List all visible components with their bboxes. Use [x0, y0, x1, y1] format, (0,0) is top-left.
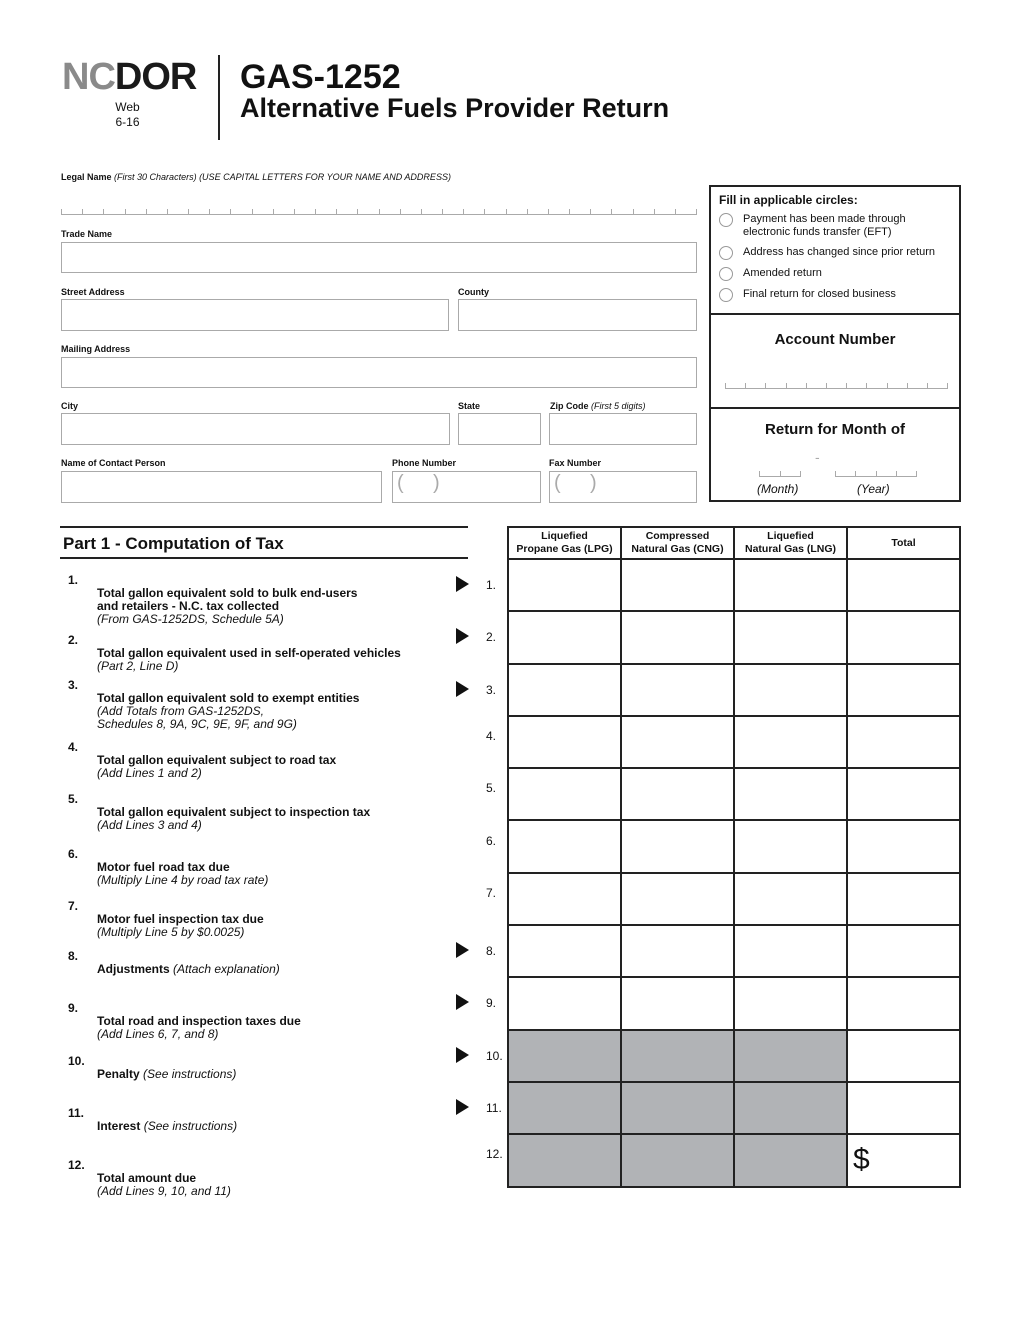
comb-tick [337, 209, 358, 214]
line-main: Total gallon equivalent sold to exempt entities [97, 690, 360, 705]
comb-tick [759, 471, 781, 476]
mailing-address-input[interactable] [61, 357, 697, 388]
return-month-label: Return for Month of [765, 421, 905, 438]
line-sub: (From GAS-1252DS, Schedule 5A) [97, 612, 284, 626]
comb-tick [380, 209, 401, 214]
line-main [97, 1068, 457, 1081]
mailing-address-label: Mailing Address [61, 344, 131, 354]
comb-tick [897, 471, 917, 476]
amount-cell[interactable] [508, 559, 621, 611]
row-number: 4. [486, 728, 497, 743]
fax-input[interactable]: ( ) [549, 471, 697, 503]
zip-input[interactable] [549, 413, 697, 445]
legal-name-input[interactable] [61, 207, 697, 215]
amount-cell[interactable] [734, 664, 847, 716]
line-text [97, 963, 457, 976]
line-text [97, 587, 457, 626]
city-input[interactable] [61, 413, 450, 445]
shaded-cell [508, 1134, 621, 1186]
comb-tick [295, 209, 316, 214]
amount-cell[interactable] [734, 559, 847, 611]
amount-cell[interactable] [847, 873, 960, 925]
shaded-cell [621, 1134, 734, 1186]
amount-cell[interactable] [508, 611, 621, 663]
comb-tick [168, 209, 189, 214]
line-label [68, 792, 371, 833]
line-main: Total road and inspection taxes due [97, 1014, 301, 1029]
row-number: 9. [486, 996, 497, 1011]
line-number: 6. [68, 846, 79, 861]
table-row [508, 611, 960, 663]
amount-cell[interactable] [508, 873, 621, 925]
state-input[interactable] [458, 413, 541, 445]
phone-label: Phone Number [392, 458, 457, 468]
row-number: 5. [486, 781, 497, 796]
trade-name-input[interactable] [61, 242, 697, 273]
amount-cell[interactable] [847, 925, 960, 977]
form-version: Web 6-16 [115, 100, 140, 129]
amount-cell[interactable] [508, 664, 621, 716]
line-sub: (Add Lines 3 and 4) [97, 818, 202, 833]
line-number: 5. [68, 792, 79, 807]
amount-cell[interactable] [847, 977, 960, 1029]
option-label: Final return for closed business [743, 288, 896, 300]
comb-tick [908, 383, 928, 388]
table-row [508, 1030, 960, 1082]
option-label: Address has changed since prior return [743, 246, 935, 258]
line-number: 10. [68, 1053, 85, 1068]
amount-cell[interactable] [847, 611, 960, 663]
arrow-right-icon [456, 994, 469, 1010]
comb-tick [210, 209, 231, 214]
amount-cell[interactable] [508, 820, 621, 872]
tax-table [507, 526, 961, 1188]
account-number-input[interactable] [725, 381, 948, 389]
fax-label: Fax Number [549, 458, 602, 468]
line-note: (See instructions) [143, 1066, 237, 1081]
line-number: 8. [68, 949, 79, 964]
amount-cell[interactable] [508, 925, 621, 977]
line-label [68, 1106, 238, 1133]
comb-tick [766, 383, 786, 388]
line-label [68, 633, 401, 674]
amount-cell[interactable] [847, 820, 960, 872]
shaded-cell [734, 1082, 847, 1134]
row-number: 7. [486, 885, 497, 900]
line-main: Total gallon equivalent subject to road tax [97, 752, 337, 767]
amount-cell[interactable] [621, 611, 734, 663]
comb-tick [316, 209, 337, 214]
table-row [508, 559, 960, 611]
line-main: Total gallon equivalent subject to inspection tax [97, 805, 371, 820]
shaded-cell [621, 1030, 734, 1082]
amount-cell[interactable] [734, 611, 847, 663]
comb-tick [83, 209, 104, 214]
amount-cell[interactable] [621, 820, 734, 872]
line-main: and retailers - N.C. tax collected [97, 599, 280, 613]
comb-tick [835, 471, 856, 476]
line-sub: (Part 2, Line D) [97, 659, 179, 674]
contact-input[interactable] [61, 471, 382, 503]
arrow-right-icon [456, 681, 469, 697]
line-main [97, 963, 457, 976]
line-label [68, 677, 360, 731]
shaded-cell [508, 1030, 621, 1082]
arrow-right-icon [456, 576, 469, 592]
comb-tick [877, 471, 897, 476]
year-label: (Year) [857, 482, 890, 496]
amount-cell[interactable] [621, 977, 734, 1029]
legal-name-label: Legal Name (First 30 Characters) (USE CAPITAL LETTERS FOR YOUR NAME AND ADDRESS) [61, 172, 451, 182]
option-label: Amended return [743, 267, 822, 279]
amount-cell[interactable] [621, 768, 734, 820]
arrow-right-icon [456, 942, 469, 958]
comb-tick [528, 209, 549, 214]
street-address-label: Street Address [61, 287, 125, 297]
amount-cell[interactable] [734, 768, 847, 820]
fill-circles-title: Fill in applicable circles: [719, 193, 858, 207]
comb-tick [612, 209, 633, 214]
row-number: 2. [486, 630, 497, 645]
row-number: 3. [486, 682, 497, 697]
comb-tick [807, 383, 827, 388]
comb-tick [61, 209, 83, 214]
line-note: (Attach explanation) [173, 962, 280, 977]
amount-cell[interactable] [847, 559, 960, 611]
table-row [508, 716, 960, 768]
amount-cell[interactable] [508, 716, 621, 768]
radio-circle-icon[interactable] [719, 213, 733, 227]
amount-cell[interactable] [621, 559, 734, 611]
line-sub: Schedules 8, 9A, 9C, 9E, 9F, and 9G) [97, 716, 297, 731]
month-label: (Month) [757, 482, 799, 496]
amount-cell[interactable] [621, 664, 734, 716]
street-address-input[interactable] [61, 299, 449, 331]
info-panel [709, 185, 961, 502]
row-number: 11. [486, 1101, 502, 1115]
line-main-text: Interest [97, 1119, 141, 1133]
line-number: 4. [68, 739, 79, 754]
column-header-line: Propane Gas (LPG) [516, 543, 613, 555]
shaded-cell [621, 1082, 734, 1134]
amount-cell[interactable] [734, 820, 847, 872]
column-header-line: Liquefied [541, 530, 588, 542]
comb-tick [189, 209, 210, 214]
divider [218, 55, 220, 140]
county-label: County [458, 287, 489, 297]
table-row [508, 1082, 960, 1134]
comb-tick [422, 209, 443, 214]
year-input[interactable] [835, 469, 917, 477]
shaded-cell [734, 1030, 847, 1082]
comb-tick [847, 383, 867, 388]
column-header [621, 527, 734, 559]
line-label [68, 573, 358, 626]
comb-tick [147, 209, 168, 214]
line-text [97, 1172, 457, 1198]
line-text [97, 692, 457, 731]
column-header-line: Total [891, 536, 916, 549]
line-text [97, 913, 457, 939]
table-row [508, 664, 960, 716]
line-text [97, 754, 457, 780]
radio-circle-icon[interactable] [719, 246, 733, 260]
line-sub: (Multiply Line 4 by road tax rate) [97, 872, 269, 887]
line-main-text: Adjustments [97, 962, 170, 977]
row-number: 8. [486, 944, 497, 959]
column-header [508, 527, 621, 559]
option-1[interactable] [719, 213, 959, 239]
comb-tick [928, 383, 948, 388]
contact-label: Name of Contact Person [61, 458, 166, 468]
comb-tick [570, 209, 591, 214]
account-number-section [711, 315, 959, 409]
line-main-text: Penalty [97, 1066, 140, 1081]
trade-name-label: Trade Name [61, 229, 113, 239]
comb-tick [358, 209, 379, 214]
line-main: Total gallon equivalent used in self-operated vehicles [97, 646, 401, 661]
line-number: 11. [68, 1106, 85, 1120]
line-number: 7. [68, 898, 79, 913]
table-row [508, 873, 960, 925]
line-label [68, 898, 264, 939]
comb-tick [104, 209, 125, 214]
line-number: 3. [68, 677, 79, 692]
table-row [508, 1134, 960, 1186]
part1-title: Part 1 - Computation of Tax [60, 526, 468, 559]
row-number: 10. [486, 1048, 503, 1063]
comb-tick [126, 209, 147, 214]
comb-tick [746, 383, 766, 388]
line-number: 2. [68, 633, 79, 648]
comb-tick [401, 209, 422, 214]
comb-tick [464, 209, 485, 214]
amount-cell[interactable] [508, 977, 621, 1029]
line-text [97, 861, 457, 887]
row-number: 12. [486, 1147, 503, 1162]
comb-tick [253, 209, 274, 214]
comb-tick [549, 209, 570, 214]
row-number: 6. [486, 833, 497, 848]
comb-tick [867, 383, 887, 388]
amount-cell[interactable] [847, 716, 960, 768]
form-title: Alternative Fuels Provider Return [240, 93, 670, 123]
line-label [68, 739, 337, 780]
line-note: (See instructions) [143, 1119, 238, 1133]
radio-circle-icon[interactable] [719, 288, 733, 302]
comb-tick [485, 209, 506, 214]
form-number: GAS-1252 [240, 58, 401, 96]
line-text [97, 806, 457, 832]
comb-tick [676, 209, 697, 214]
arrow-right-icon [456, 1047, 469, 1063]
line-number: 12. [68, 1158, 85, 1173]
table-row [508, 768, 960, 820]
table-row [508, 820, 960, 872]
amount-cell[interactable] [847, 1030, 960, 1082]
amount-cell[interactable] [734, 873, 847, 925]
month-input[interactable] [759, 469, 801, 477]
line-text [97, 1068, 457, 1081]
option-3[interactable] [719, 267, 959, 281]
line-main: Total amount due [97, 1171, 197, 1186]
amount-cell[interactable] [734, 925, 847, 977]
line-main [97, 1120, 457, 1133]
column-header-line: Natural Gas (CNG) [631, 543, 724, 555]
phone-input[interactable]: ( ) [392, 471, 541, 503]
comb-tick [725, 383, 746, 388]
ncdor-logo: NCDOR [62, 56, 197, 98]
row-number: 1. [486, 578, 497, 592]
line-sub: (Add Lines 1 and 2) [97, 765, 202, 780]
comb-tick [888, 383, 908, 388]
amount-cell[interactable] [734, 977, 847, 1029]
column-header [734, 527, 847, 559]
return-month-section: Return for Month of - (Month) (Year) [711, 409, 959, 438]
radio-circle-icon[interactable] [719, 267, 733, 281]
comb-tick [634, 209, 655, 214]
line-text [97, 1015, 457, 1041]
amount-cell[interactable] [621, 873, 734, 925]
line-main: Motor fuel road tax due [97, 859, 230, 874]
amount-cell[interactable] [847, 1134, 960, 1186]
comb-tick [507, 209, 528, 214]
comb-tick [827, 383, 847, 388]
amount-cell[interactable] [847, 1082, 960, 1134]
line-main: Total gallon equivalent sold to bulk end-users [97, 586, 358, 600]
table-row [508, 977, 960, 1029]
shaded-cell [508, 1082, 621, 1134]
arrow-right-icon [456, 1099, 469, 1115]
comb-tick [443, 209, 464, 214]
comb-tick [781, 471, 802, 476]
account-number-label: Account Number [774, 331, 896, 348]
line-label [68, 1158, 231, 1199]
option-4[interactable] [719, 288, 959, 302]
column-header [847, 527, 960, 559]
shaded-cell [734, 1134, 847, 1186]
option-label: Payment has been made through electronic funds transfer (EFT) [743, 213, 906, 238]
amount-cell[interactable] [508, 768, 621, 820]
line-label [68, 949, 280, 977]
zip-label: Zip Code (First 5 digits) [550, 401, 646, 411]
line-text [97, 647, 457, 673]
table-row [508, 925, 960, 977]
line-text [97, 1120, 457, 1133]
county-input[interactable] [458, 299, 697, 331]
checkbox-section [711, 187, 959, 315]
column-header-line: Natural Gas (LNG) [744, 543, 836, 555]
column-header-line: Liquefied [767, 530, 814, 542]
amount-cell[interactable] [847, 664, 960, 716]
amount-cell[interactable] [621, 925, 734, 977]
option-2[interactable] [719, 246, 959, 260]
line-label [68, 1053, 237, 1081]
amount-cell[interactable] [847, 768, 960, 820]
line-sub: (Add Totals from GAS-1252DS, [97, 703, 264, 718]
comb-tick [787, 383, 807, 388]
line-number: 1. [68, 573, 79, 587]
comb-tick [231, 209, 252, 214]
arrow-right-icon [456, 628, 469, 644]
line-label [68, 1001, 301, 1042]
dollar-sign: $ [853, 1143, 870, 1177]
line-main: Motor fuel inspection tax due [97, 911, 264, 926]
amount-cell[interactable] [621, 716, 734, 768]
city-label: City [61, 401, 79, 411]
column-header-line: Compressed [645, 530, 710, 542]
comb-tick [591, 209, 612, 214]
amount-cell[interactable] [734, 716, 847, 768]
line-sub: (Multiply Line 5 by $0.0025) [97, 924, 245, 939]
line-label [68, 846, 269, 887]
state-label: State [458, 401, 481, 411]
comb-tick [655, 209, 676, 214]
comb-tick [274, 209, 295, 214]
line-sub: (Add Lines 9, 10, and 11) [97, 1184, 231, 1199]
comb-tick [856, 471, 876, 476]
line-number: 9. [68, 1001, 79, 1016]
line-sub: (Add Lines 6, 7, and 8) [97, 1027, 219, 1042]
